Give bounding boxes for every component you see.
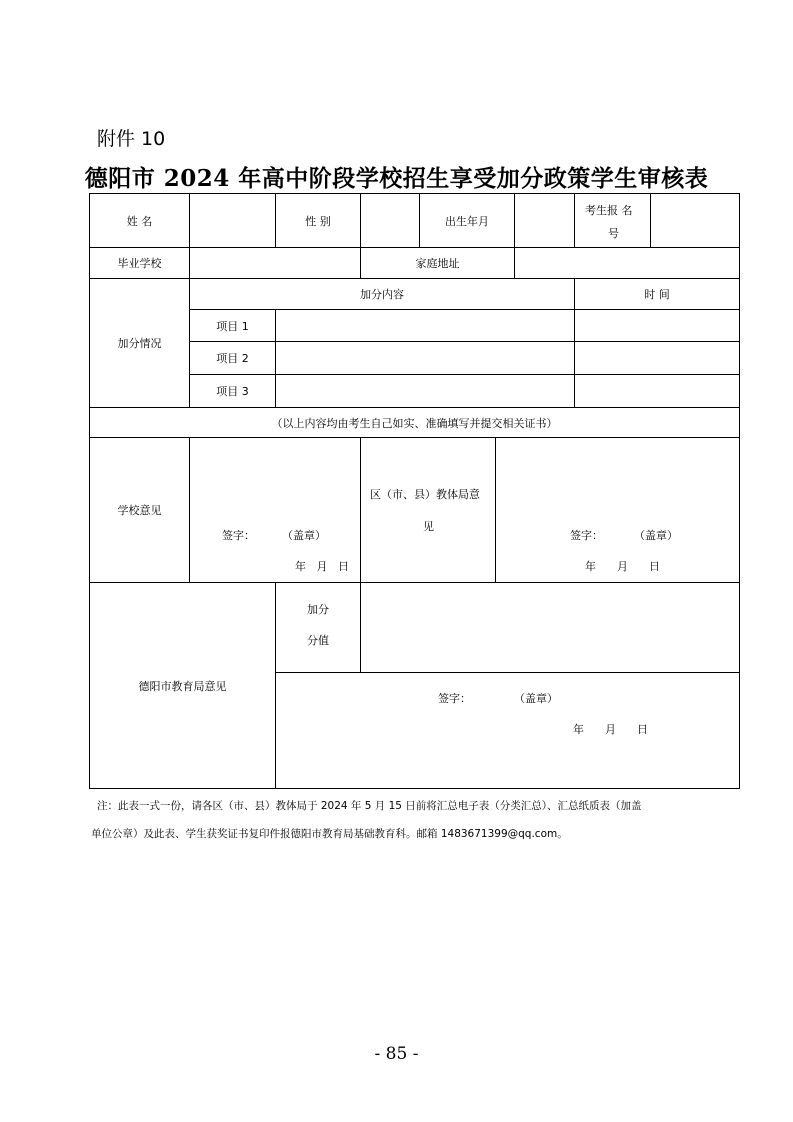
district-date-label: 年 月 日 (585, 560, 660, 573)
city-date-label: 年 月 日 (573, 723, 648, 736)
school-seal-label: （盖章） (282, 529, 326, 542)
bonus-time-header-label: 时 间 (644, 288, 670, 301)
gender-label-cell (275, 193, 361, 248)
exam-no-label-cell (574, 193, 651, 248)
name-label: 姓 名 (126, 214, 153, 228)
address-label-cell (360, 247, 515, 279)
bonus-label-cell (89, 278, 190, 408)
bonus-score-value-cell[interactable] (360, 582, 740, 673)
exam-no-value-cell[interactable] (650, 193, 740, 248)
bonus-item-time-cell[interactable] (574, 341, 740, 375)
bonus-item-content-cell[interactable] (275, 341, 575, 375)
bonus-item-label-cell (189, 341, 276, 375)
bonus-score-label-cont: 分值 (307, 634, 329, 647)
school-value-cell[interactable] (189, 247, 361, 279)
school-date-label: 年 月 日 (295, 560, 349, 573)
school-opinion-cell[interactable] (189, 437, 361, 583)
bonus-item-label: 项目 2 (216, 352, 249, 365)
school-opinion-label-cell (89, 437, 190, 583)
city-seal-label: （盖章） (514, 692, 558, 705)
district-opinion-cell[interactable] (495, 437, 740, 583)
gender-label: 性 别 (305, 214, 331, 228)
district-opinion-label-cell (360, 437, 496, 583)
footnote-line-2: 单位公章）及此表、学生获奖证书复印件报德阳市教育局基础教育科。邮箱 1483671399@qq.com。 (91, 828, 568, 840)
city-opinion-cell[interactable] (275, 672, 740, 789)
birth-label-cell (419, 193, 515, 248)
attachment-label: 附件 10 (97, 128, 166, 150)
city-opinion-label-cell (89, 582, 276, 789)
school-opinion-label: 学校意见 (117, 504, 162, 517)
district-sign-label: 签字： (570, 529, 603, 542)
city-opinion-label: 德阳市教育局意见 (138, 679, 227, 693)
address-label: 家庭地址 (415, 257, 460, 270)
bonus-content-header-label: 加分内容 (360, 288, 404, 301)
bonus-item-label: 项目 3 (216, 385, 249, 398)
bonus-item-label-cell (189, 374, 276, 408)
exam-no-label-cont: 号 (608, 227, 619, 240)
gender-value-cell[interactable] (360, 193, 420, 248)
birth-value-cell[interactable] (514, 193, 575, 248)
bonus-item-content-cell[interactable] (275, 374, 575, 408)
bonus-item-time-cell[interactable] (574, 309, 740, 342)
birth-label: 出生年月 (445, 214, 489, 228)
review-form-table (89, 193, 741, 790)
bonus-score-label-cell (275, 582, 361, 673)
school-label: 毕业学校 (117, 257, 162, 270)
exam-no-label: 考生报 名 (585, 204, 633, 217)
district-opinion-label: 区（市、县）教体局意 (370, 488, 480, 501)
school-sign-label: 签字： (222, 529, 255, 542)
name-value-cell[interactable] (189, 193, 276, 248)
page-number: - 85 - (374, 1044, 419, 1064)
honesty-note: （以上内容均由考生自己如实、准确填写并提交相关证书） (271, 416, 558, 430)
bonus-label: 加分情况 (117, 337, 162, 350)
name-label-cell (89, 193, 190, 248)
bonus-score-label: 加分 (307, 603, 329, 616)
bonus-time-header (574, 278, 740, 310)
bonus-item-label: 项目 1 (216, 319, 249, 333)
bonus-item-content-cell[interactable] (275, 309, 575, 342)
bonus-content-header (189, 278, 575, 310)
city-sign-label: 签字： (438, 692, 471, 705)
bonus-item-label-cell (189, 309, 276, 342)
form-title: 德阳市 2024 年高中阶段学校招生享受加分政策学生审核表 (84, 165, 709, 192)
bonus-item-time-cell[interactable] (574, 374, 740, 408)
district-seal-label: （盖章） (634, 529, 678, 542)
school-label-cell (89, 247, 190, 279)
district-opinion-label-cont: 见 (423, 520, 434, 533)
honesty-note-cell (89, 407, 740, 438)
address-value-cell[interactable] (514, 247, 740, 279)
footnote-line-1: 注：此表一式一份，请各区（市、县）教体局于 2024 年 5 月 15 日前将汇总电子表（分类汇总）、汇总纸质表（加盖 (97, 800, 642, 812)
